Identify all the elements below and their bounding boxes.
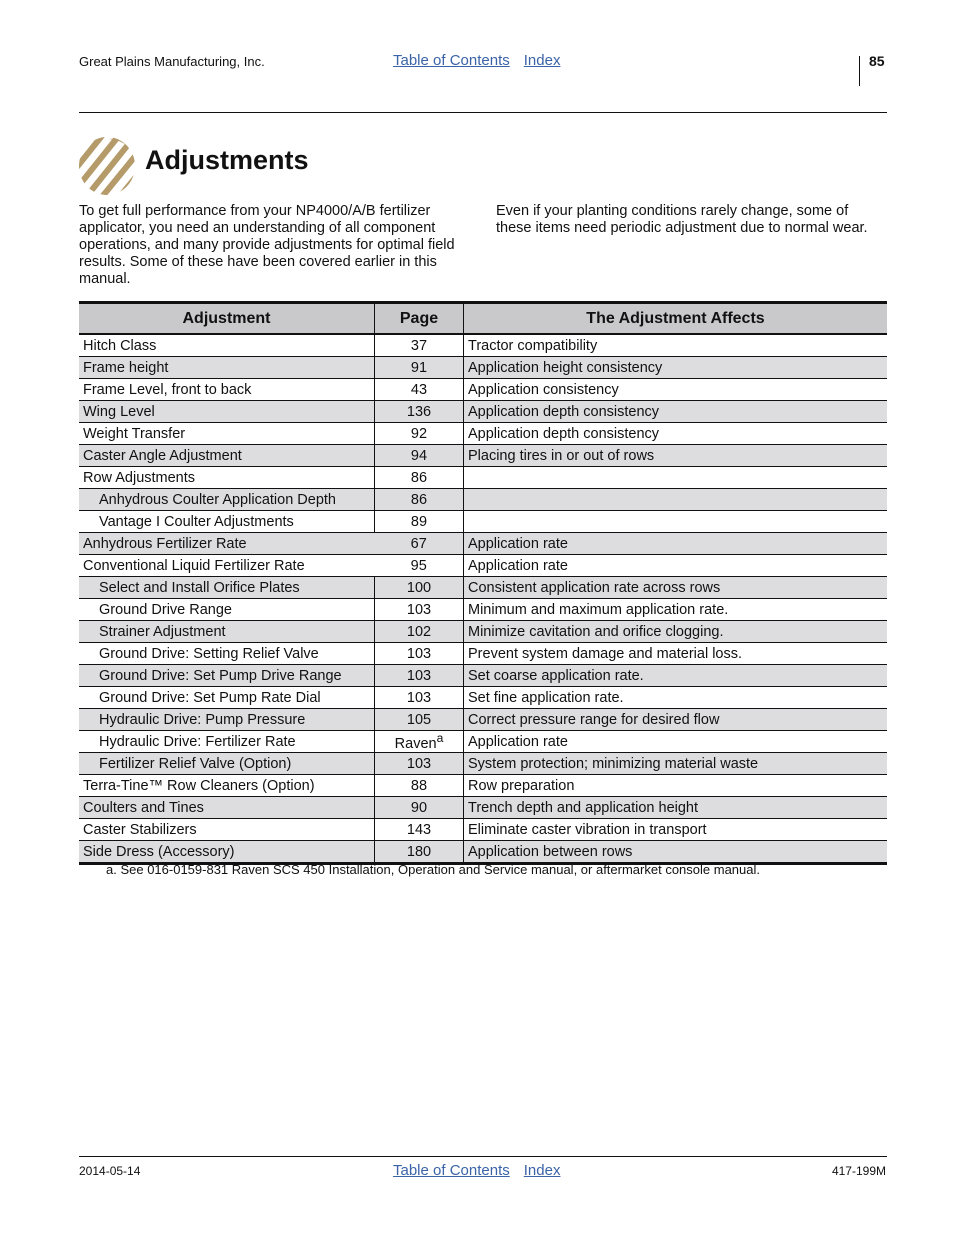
table-row <box>79 731 887 753</box>
page-value: 86 <box>410 491 428 508</box>
page-value: 95 <box>410 557 427 574</box>
page-cell <box>375 445 464 467</box>
footer-date: 2014-05-14 <box>79 1164 141 1178</box>
page-value: 136 <box>406 403 432 420</box>
affects-cell: Row preparation <box>464 775 888 797</box>
page-cell <box>375 334 464 357</box>
affects-cell: Application rate <box>464 555 888 577</box>
page-value: 92 <box>410 425 428 442</box>
page-value: 67 <box>410 535 427 552</box>
adjustment-cell: Wing Level <box>79 401 375 423</box>
page-value: 105 <box>406 711 432 728</box>
adjustments-table <box>79 301 887 865</box>
page-value: 143 <box>406 821 432 838</box>
affects-cell: Application between rows <box>464 841 888 864</box>
adjustment-cell: Ground Drive: Setting Relief Valve <box>79 643 375 665</box>
affects-cell: System protection; minimizing material waste <box>464 753 888 775</box>
intro-right-paragraph: Even if your planting conditions rarely change, some of these items need periodic adjustment due to normal wear. <box>496 203 868 236</box>
page-cell <box>375 423 464 445</box>
adjustment-cell: Caster Stabilizers <box>79 819 375 841</box>
page-number-divider <box>859 56 860 86</box>
page-cell <box>375 709 464 731</box>
affects-cell: Application rate <box>464 731 888 753</box>
page-value: 103 <box>406 689 432 706</box>
adjustment-cell: Anhydrous Coulter Application Depth <box>79 489 375 511</box>
adjustment-cell: Hydraulic Drive: Pump Pressure <box>79 709 375 731</box>
table-row <box>79 643 887 665</box>
table-row <box>79 533 887 555</box>
header-affects: The Adjustment Affects <box>464 303 888 335</box>
page-cell <box>375 577 464 599</box>
header-adjustment: Adjustment <box>79 303 375 335</box>
adjustment-cell: Strainer Adjustment <box>79 621 375 643</box>
adjustment-cell: Select and Install Orifice Plates <box>79 577 375 599</box>
affects-cell <box>464 489 888 511</box>
page-value: 103 <box>406 601 432 618</box>
page-cell <box>375 379 464 401</box>
table-row <box>79 819 887 841</box>
adjustment-cell: Frame height <box>79 357 375 379</box>
affects-cell: Minimize cavitation and orifice clogging. <box>464 621 888 643</box>
affects-cell: Set fine application rate. <box>464 687 888 709</box>
table-row <box>79 445 887 467</box>
table-row <box>79 423 887 445</box>
adjustment-cell: Hitch Class <box>79 334 375 357</box>
page-cell <box>375 687 464 709</box>
page-value: 91 <box>410 359 428 376</box>
adjustment-cell: Conventional Liquid Fertilizer Rate <box>79 555 375 577</box>
table-row <box>79 665 887 687</box>
adjustment-cell: Frame Level, front to back <box>79 379 375 401</box>
affects-cell: Application rate <box>464 533 888 555</box>
affects-cell: Set coarse application rate. <box>464 665 888 687</box>
affects-cell: Application consistency <box>464 379 888 401</box>
toc-link[interactable]: Table of Contents <box>393 52 510 69</box>
affects-cell: Application depth consistency <box>464 423 888 445</box>
page-value: 89 <box>410 513 428 530</box>
affects-cell <box>464 467 888 489</box>
page-value: 90 <box>410 799 428 816</box>
page-value: 103 <box>406 667 432 684</box>
table-row <box>79 797 887 819</box>
table-row <box>79 379 887 401</box>
page-cell <box>375 841 464 864</box>
table-row <box>79 775 887 797</box>
footnote: a. See 016-0159-831 Raven SCS 450 Installation, Operation and Service manual, or aftermarket console manual. <box>106 862 760 877</box>
header-rule <box>79 112 887 113</box>
affects-cell: Prevent system damage and material loss. <box>464 643 888 665</box>
intro-left-paragraph: To get full performance from your NP4000/A/B fertilizer applicator, you need an understanding of all component operations, and many provide adjustments for optimal field results. Some of these have been covered earlier in this manual. <box>79 203 455 287</box>
adjustment-cell: Hydraulic Drive: Fertilizer Rate <box>79 731 375 753</box>
table-row <box>79 709 887 731</box>
page-cell <box>375 533 464 555</box>
page-cell <box>375 753 464 775</box>
table-row <box>79 334 887 357</box>
adjustment-cell: Fertilizer Relief Valve (Option) <box>79 753 375 775</box>
adjustment-cell: Ground Drive Range <box>79 599 375 621</box>
table-row <box>79 599 887 621</box>
page-value: 103 <box>406 645 432 662</box>
page-value: 94 <box>410 447 428 464</box>
company-name: Great Plains Manufacturing, Inc. <box>79 54 265 69</box>
adjustment-cell: Anhydrous Fertilizer Rate <box>79 533 375 555</box>
affects-cell: Eliminate caster vibration in transport <box>464 819 888 841</box>
table-row <box>79 555 887 577</box>
page-value: 88 <box>410 777 428 794</box>
adjustment-cell: Coulters and Tines <box>79 797 375 819</box>
page-cell <box>375 357 464 379</box>
table-row <box>79 577 887 599</box>
footnote-marker: a <box>436 731 444 746</box>
affects-cell: Consistent application rate across rows <box>464 577 888 599</box>
adjustment-cell: Ground Drive: Set Pump Drive Range <box>79 665 375 687</box>
page-value: 103 <box>406 755 432 772</box>
adjustment-cell: Vantage I Coulter Adjustments <box>79 511 375 533</box>
index-link[interactable]: Index <box>523 1162 561 1179</box>
footer-nav <box>393 1162 574 1179</box>
page-cell <box>375 665 464 687</box>
table-row <box>79 687 887 709</box>
table-row <box>79 489 887 511</box>
affects-cell: Correct pressure range for desired flow <box>464 709 888 731</box>
affects-cell: Minimum and maximum application rate. <box>464 599 888 621</box>
table-row <box>79 511 887 533</box>
affects-cell: Application depth consistency <box>464 401 888 423</box>
table-row <box>79 841 887 864</box>
affects-cell: Tractor compatibility <box>464 334 888 357</box>
page-number: 85 <box>869 53 885 69</box>
table-header-row <box>79 303 887 335</box>
adjustment-cell: Terra-Tine™ Row Cleaners (Option) <box>79 775 375 797</box>
adjustment-cell: Weight Transfer <box>79 423 375 445</box>
page-value: 180 <box>406 843 432 860</box>
page-cell <box>375 401 464 423</box>
page-cell <box>375 599 464 621</box>
page-cell <box>375 731 464 753</box>
table-row <box>79 621 887 643</box>
page-cell <box>375 555 464 577</box>
page-cell <box>375 489 464 511</box>
affects-cell: Placing tires in or out of rows <box>464 445 888 467</box>
page-cell <box>375 819 464 841</box>
adjustment-cell: Caster Angle Adjustment <box>79 445 375 467</box>
table-row <box>79 401 887 423</box>
adjustment-cell: Side Dress (Accessory) <box>79 841 375 864</box>
page-value: 43 <box>410 381 428 398</box>
table-row <box>79 357 887 379</box>
affects-cell: Application height consistency <box>464 357 888 379</box>
header-page: Page <box>375 303 464 335</box>
header-nav <box>393 52 574 69</box>
adjustment-cell: Ground Drive: Set Pump Rate Dial <box>79 687 375 709</box>
affects-cell <box>464 511 888 533</box>
page-cell <box>375 775 464 797</box>
page-cell <box>375 621 464 643</box>
table-row <box>79 753 887 775</box>
page-cell <box>375 643 464 665</box>
toc-link[interactable]: Table of Contents <box>393 1162 510 1179</box>
index-link[interactable]: Index <box>523 52 561 69</box>
page-title: Adjustments <box>145 145 309 175</box>
page-value: 100 <box>406 579 432 596</box>
page-value: 86 <box>410 469 428 486</box>
page-cell <box>375 797 464 819</box>
page-value: 37 <box>410 337 428 354</box>
page-value: 102 <box>406 623 432 640</box>
page-cell <box>375 467 464 489</box>
page-cell <box>375 511 464 533</box>
footer-rule <box>79 1156 887 1157</box>
affects-cell: Trench depth and application height <box>464 797 888 819</box>
document-number: 417-199M <box>831 1164 886 1178</box>
page-value: Raven <box>394 735 437 752</box>
adjustment-cell: Row Adjustments <box>79 467 375 489</box>
great-plains-logo-icon <box>79 137 135 195</box>
table-row <box>79 467 887 489</box>
